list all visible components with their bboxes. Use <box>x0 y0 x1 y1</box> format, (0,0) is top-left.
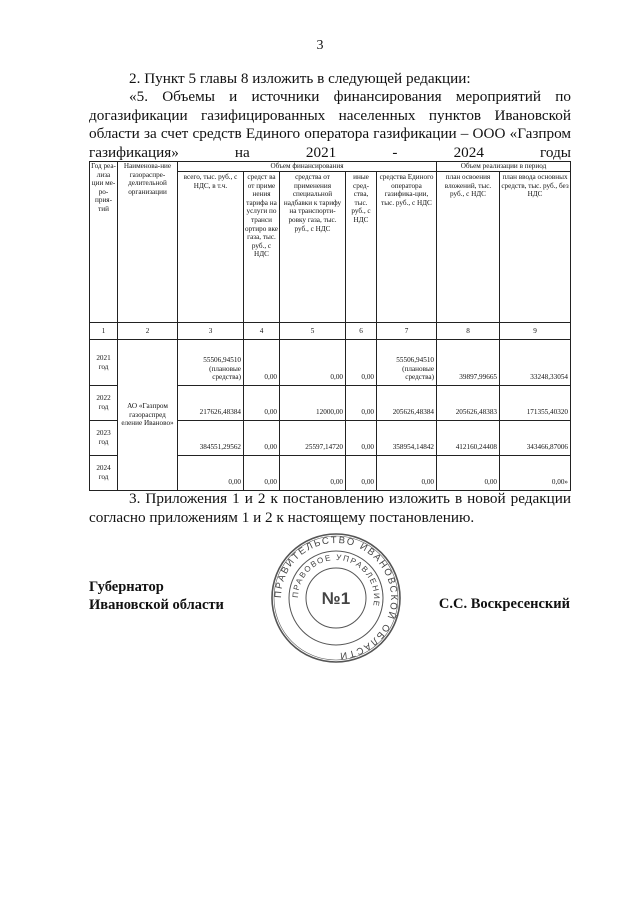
cell-plan-investment: 0,00 <box>437 456 500 491</box>
paragraph-item-5-heading: «5. Объемы и источники финансирования мероприятий по догазификации газифицированных населенных пунктов Ивановской области за счет средств Единого оператора газификации – ООО «Газпром газификация» на 2021 - 2024 годы <box>89 88 571 161</box>
cell-other: 0,00 <box>346 340 377 386</box>
column-number: 9 <box>500 323 571 340</box>
cell-special: 12000,00 <box>280 386 346 421</box>
cell-operator: 0,00 <box>377 456 437 491</box>
cell-total: 217626,48384 <box>178 386 244 421</box>
header-operator-funds: средства Единого оператора газифика-ции, тыс. руб., с НДС <box>377 172 437 323</box>
column-number: 7 <box>377 323 437 340</box>
financing-table <box>89 161 571 491</box>
header-tariff: средст ва от приме нения тарифа на услуги по транси ортиро вке газа, тыс. руб., с НДС <box>244 172 280 323</box>
column-number: 8 <box>437 323 500 340</box>
cell-tariff: 0,00 <box>244 421 280 456</box>
column-number: 2 <box>118 323 178 340</box>
page-number: 3 <box>316 38 324 53</box>
seal-number: №1 <box>321 589 351 608</box>
header-group-financing: Объем финансирования <box>178 162 437 172</box>
column-number: 5 <box>280 323 346 340</box>
cell-operator: 358954,14842 <box>377 421 437 456</box>
paragraph-item-2: 2. Пункт 5 главы 8 изложить в следующей редакции: <box>129 70 471 87</box>
cell-special: 0,00 <box>280 456 346 491</box>
column-number: 1 <box>90 323 118 340</box>
row-year: 2022 год <box>90 386 118 421</box>
column-number: 4 <box>244 323 280 340</box>
header-organization: Наименова-ние газораспре-делительной организации <box>118 162 178 323</box>
header-plan-investment: план освоения вложений, тыс. руб., с НДС <box>437 172 500 323</box>
cell-other: 0,00 <box>346 421 377 456</box>
cell-operator: 205626,48384 <box>377 386 437 421</box>
row-year: 2024 год <box>90 456 118 491</box>
cell-total: 55506,94510 (плановые средства) <box>178 340 244 386</box>
header-plan-assets: план ввода основных средств, тыс. руб., без НДС <box>500 172 571 323</box>
header-year: Год реа-лиза ции ме-ро-прия-тий <box>90 162 118 323</box>
row-year: 2023 год <box>90 421 118 456</box>
row-year: 2021 год <box>90 340 118 386</box>
cell-tariff: 0,00 <box>244 386 280 421</box>
cell-plan-investment: 412160,24408 <box>437 421 500 456</box>
seal-outer-text: ПРАВИТЕЛЬСТВО ИВАНОВСКОЙ ОБЛАСТИ <box>272 534 400 662</box>
signer-name: С.С. Воскресенский <box>438 596 570 612</box>
cell-other: 0,00 <box>346 456 377 491</box>
cell-special: 25597,14720 <box>280 421 346 456</box>
cell-tariff: 0,00 <box>244 340 280 386</box>
signer-title-line-1: Губернатор <box>89 579 164 595</box>
cell-plan-assets: 343466,87006 <box>500 421 571 456</box>
paragraph-item-3: 3. Приложения 1 и 2 к постановлению изложить в новой редакции согласно приложениям 1 и 2 к настоящему постановлению. <box>89 490 571 526</box>
header-total: всего, тыс. руб., с НДС, в т.ч. <box>178 172 244 323</box>
cell-operator: 55506,94510 (плановые средства) <box>377 340 437 386</box>
cell-special: 0,00 <box>280 340 346 386</box>
cell-plan-assets: 33248,33054 <box>500 340 571 386</box>
header-other-funds: иные сред-ства, тыс. руб., с НДС <box>346 172 377 323</box>
signer-title-line-2: Ивановской области <box>89 597 224 613</box>
table-row <box>90 340 571 386</box>
signer-title <box>89 578 224 614</box>
column-number: 6 <box>346 323 377 340</box>
cell-plan-investment: 39897,99665 <box>437 340 500 386</box>
cell-tariff: 0,00 <box>244 456 280 491</box>
cell-plan-assets: 171355,40320 <box>500 386 571 421</box>
column-number: 3 <box>178 323 244 340</box>
official-seal-stamp <box>268 530 404 666</box>
cell-total: 384551,29562 <box>178 421 244 456</box>
cell-other: 0,00 <box>346 386 377 421</box>
header-group-realization: Объем реализации в период <box>437 162 571 172</box>
cell-total: 0,00 <box>178 456 244 491</box>
cell-plan-investment: 205626,48383 <box>437 386 500 421</box>
header-special-surcharge: средства от применения специальной надбавки к тарифу на транспорти-ровку газа, тыс. руб., с НДС <box>280 172 346 323</box>
organization-name: АО «Газпром газораспред еление Иваново» <box>118 340 178 491</box>
seal-inner-text: ПРАВОВОЕ УПРАВЛЕНИЕ <box>290 552 382 609</box>
cell-plan-assets: 0,00» <box>500 456 571 491</box>
